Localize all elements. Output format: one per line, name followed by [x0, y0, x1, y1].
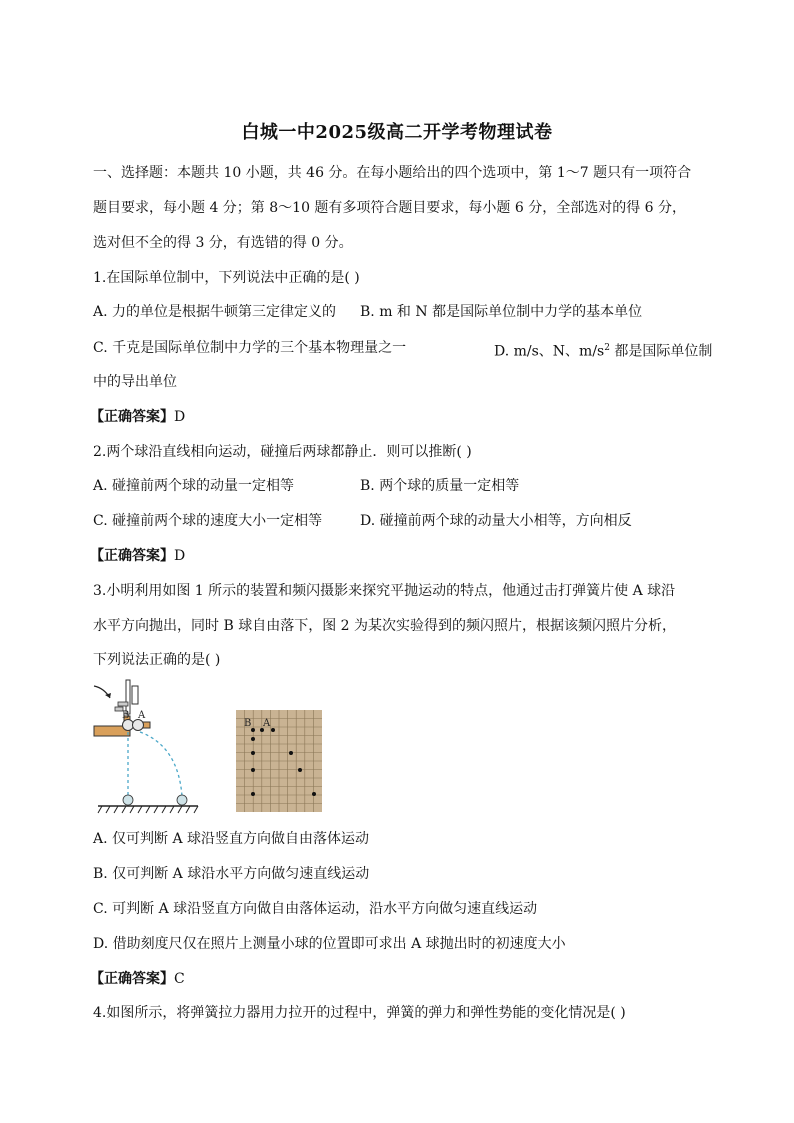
q1-stem: 1.在国际单位制中，下列说法中正确的是( ): [93, 270, 360, 286]
q2-option-d: D. 碰撞前两个球的动量大小相等，方向相反: [360, 513, 632, 529]
q3-stem-line-1: 3.小明利用如图 1 所示的装置和频闪摄影来探究平抛运动的特点，他通过击打弹簧片使 A 球沿: [93, 583, 676, 599]
answer-label: 【正确答案】: [90, 971, 174, 987]
strobe-dot: [251, 751, 255, 755]
answer-label: 【正确答案】: [90, 548, 174, 564]
strobe-dot: [251, 728, 255, 732]
strobe-dot: [271, 728, 275, 732]
answer-label: 【正确答案】: [90, 409, 174, 425]
q1-option-a: A. 力的单位是根据牛顿第三定律定义的: [93, 304, 337, 320]
q2-option-c: C. 碰撞前两个球的速度大小一定相等: [93, 513, 323, 529]
q1-option-c: C. 千克是国际单位制中力学的三个基本物理量之一: [93, 340, 407, 356]
q2-stem: 2.两个球沿直线相向运动，碰撞后两球都静止．则可以推断( ): [93, 444, 472, 460]
q1-option-d-superscript: 2: [604, 343, 610, 353]
strobe-dot: [251, 768, 255, 772]
q1-option-d: [494, 338, 712, 362]
strobe-dot: [312, 792, 316, 796]
q3-option-a: A. 仅可判断 A 球沿竖直方向做自由落体运动: [93, 831, 370, 847]
answer-value: C: [174, 971, 185, 987]
q3-option-b: B. 仅可判断 A 球沿水平方向做匀速直线运动: [93, 866, 370, 882]
q4-stem: 4.如图所示，将弹簧拉力器用力拉开的过程中，弹簧的弹力和弹性势能的变化情况是( ): [93, 1005, 626, 1021]
q3-stem-line-3: 下列说法正确的是( ): [93, 652, 221, 668]
answer-value: D: [174, 548, 186, 564]
section-intro-line-2: 题目要求，每小题 4 分；第 8～10 题有多项符合题目要求，每小题 6 分，全部选对的得 6 分，: [93, 200, 687, 216]
q1-option-b: B. m 和 N 都是国际单位制中力学的基本单位: [360, 304, 643, 320]
q1-answer: [90, 407, 185, 427]
strobe-dot: [298, 768, 302, 772]
q1-option-d-text-2: 都是国际单位制: [609, 343, 713, 360]
q1-option-d-text: D. m/s、N、m/s: [494, 343, 605, 360]
section-intro-line-3: 选对但不全的得 3 分，有选错的得 0 分。: [93, 235, 353, 251]
strobe-dot: [251, 792, 255, 796]
strobe-dot: [289, 751, 293, 755]
figure-2-strobe-photo: [236, 710, 322, 812]
figure-1-apparatus: [90, 676, 202, 816]
q1-option-d-continued: 中的导出单位: [93, 374, 177, 390]
q3-answer: [90, 969, 185, 989]
strobe-dot: [260, 728, 264, 732]
section-intro-line-1: 一、选择题：本题共 10 小题，共 46 分。在每小题给出的四个选项中，第 1～7 题只有一项符合: [93, 165, 692, 181]
figure-2-label-b: B: [244, 718, 252, 729]
figure-2-label-a: A: [263, 718, 271, 729]
q3-option-d: D. 借助刻度尺仅在照片上测量小球的位置即可求出 A 球抛出时的初速度大小: [93, 936, 566, 952]
q2-answer: [90, 546, 185, 566]
q3-option-c: C. 可判断 A 球沿竖直方向做自由落体运动，沿水平方向做匀速直线运动: [93, 901, 538, 917]
strobe-dot: [251, 737, 255, 741]
q2-option-a: A. 碰撞前两个球的动量一定相等: [93, 478, 295, 494]
figure-1-label-a: A: [138, 710, 146, 721]
q3-stem-line-2: 水平方向抛出，同时 B 球自由落下，图 2 为某次实验得到的频闪照片，根据该频闪照片分析，: [93, 618, 676, 634]
exam-title: 白城一中2025级高二开学考物理试卷: [241, 122, 553, 143]
answer-value: D: [174, 409, 186, 425]
figure-1-label-b: B: [122, 710, 130, 721]
q2-option-b: B. 两个球的质量一定相等: [360, 478, 520, 494]
